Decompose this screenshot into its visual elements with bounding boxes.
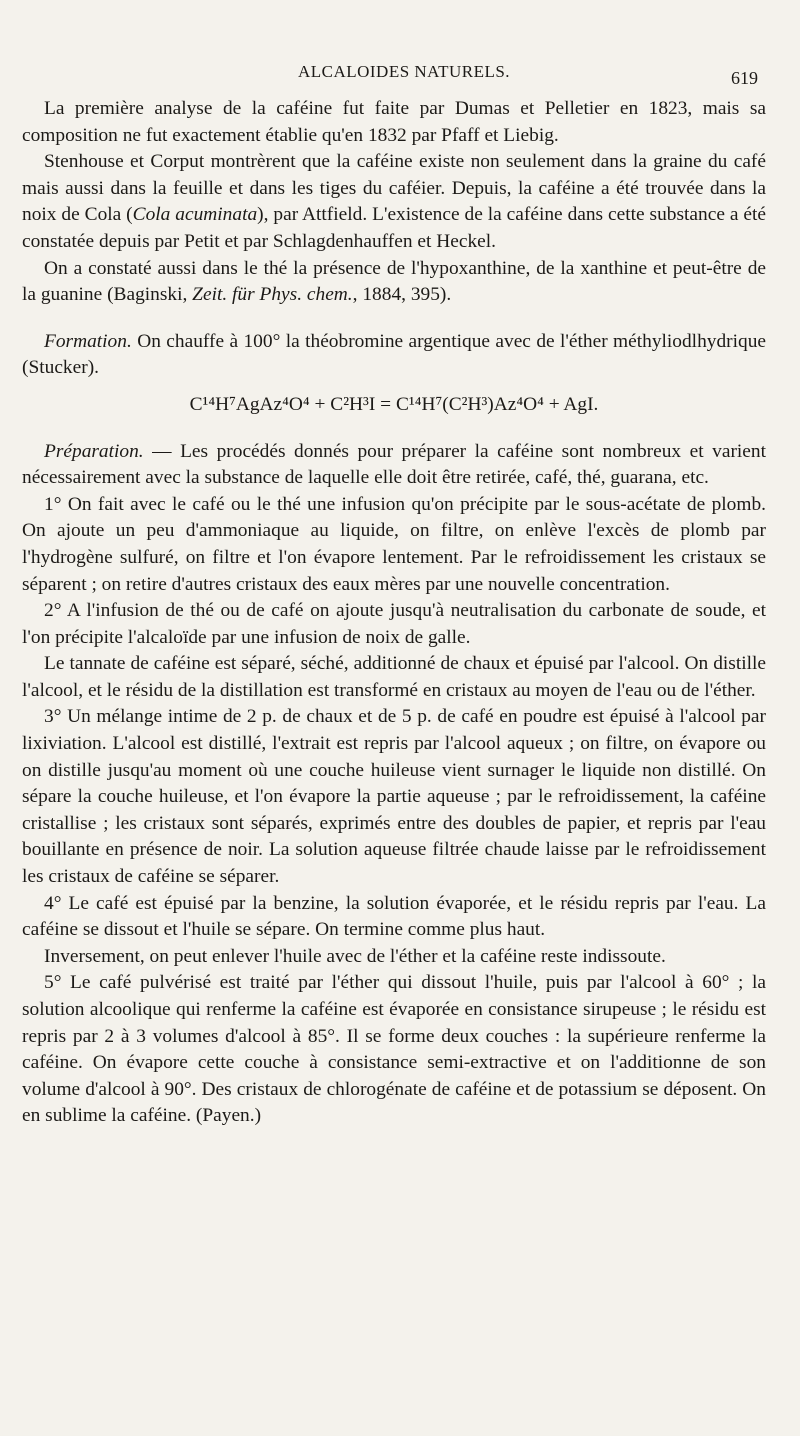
running-header xyxy=(22,56,786,90)
species-name: Cola acuminata xyxy=(132,204,258,226)
paragraph-method-3: 3° Un mélange intime de 2 p. de chaux et de 5 p. de café en poudre est épuisé à l'alcool par lixiviation. L'alcool est distillé, l'extrait est repris par l'alcool aqueux ; on filtre, on évapore ou on distille jusqu'au moment où une couche huileuse vient surnager le liquide non distillé. On sépare la couche huileuse, et l'on évapore la partie aqueuse ; par le refroidissement, la caféine cristallise ; les cristaux sont séparés, exprimés entre des doubles de papier, et repris par l'eau bouillante en présence de noir. La solution aqueuse filtrée chaude laisse par le refroidissement les cristaux de caféine se séparer. xyxy=(22,706,766,888)
paragraph-method-5: 5° Le café pulvérisé est traité par l'éther qui dissout l'huile, puis par l'alcool à 60° ; la solution alcoolique qui renferme la caféine est évaporée en consistance sirupeuse ; le résidu est repris par 2 à 3 volumes d'alcool à 85°. Il se forme deux couches : la supérieure renferme la caféine. On évapore cette couche à consistance semi-extractive et on l'additionne de son volume d'alcool à 90°. Des cristaux de chlorogénate de caféine et de potassium se déposent. On en sublime la caféine. (Payen.) xyxy=(22,972,766,1127)
section-heading-preparation: Préparation. xyxy=(44,440,144,462)
chemical-equation: C¹⁴H⁷AgAz⁴O⁴ + C²H³I = C¹⁴H⁷(C²H³)Az⁴O⁴ + AgI. xyxy=(189,393,599,415)
paragraph-inverse: Inversement, on peut enlever l'huile avec de l'éther et la caféine reste indissoute. xyxy=(44,945,666,967)
journal-ref: Zeit. für Phys. chem. xyxy=(192,284,353,306)
paragraph-method-1: 1° On fait avec le café ou le thé une infusion qu'on précipite par le sous-acétate de plomb. On ajoute un peu d'ammoniaque au liquide, on filtre, on enlève l'excès de plomb par l'hydrogène sulfuré, on filtre et l'on évapore lentement. Par le refroidissement les cristaux se séparent ; on retire d'autres cristaux des eaux mères par une nouvelle concentration. xyxy=(22,493,766,595)
paragraph-sources: Stenhouse et Corput montrèrent que la caféine existe non seulement dans la graine du café mais aussi dans la feuille et dans les tiges du caféier. Depuis, la caféine a été trouvée dans la noix de Cola (Cola acuminata), par Attfield. L'existence de la caféine dans cette substance a été constatée depuis par Petit et par Schlagdenhauffen et Heckel. xyxy=(22,151,767,252)
paragraph-preparation: Préparation. — Les procédés donnés pour préparer la caféine sont nombreux et varient nécessairement avec la substance de laquelle elle doit être retirée, café, thé, guarana, etc. xyxy=(22,440,766,489)
paragraph-method-2: 2° A l'infusion de thé ou de café on ajoute jusqu'à neutralisation du carbonate de soude, et l'on précipite l'alcaloïde par une infusion de noix de galle. xyxy=(22,600,766,648)
section-heading-formation: Formation. xyxy=(44,330,132,352)
paragraph-tea: On a constaté aussi dans le thé la présence de l'hypoxanthine, de la xanthine et peut-être de la guanine (Baginski, Zeit. für Phys. chem., 1884, 395). xyxy=(22,257,766,306)
running-title: ALCALOIDES NATURELS. xyxy=(297,62,511,81)
body-text xyxy=(22,96,766,1130)
paragraph-method-4: 4° Le café est épuisé par la benzine, la solution évaporée, et le résidu repris par l'eau. La caféine se dissout et l'huile se sépare. On termine comme plus haut. xyxy=(22,892,766,941)
paragraph-formation: Formation. On chauffe à 100° la théobromine argentique avec de l'éther méthyliodlhydrique (Stucker). xyxy=(22,330,766,379)
paragraph-tannate: Le tannate de caféine est séparé, séché, additionné de chaux et épuisé par l'alcool. On distille l'alcool, et le résidu de la distillation est transformé en cristaux au moyen de l'eau ou de l'éther. xyxy=(22,653,766,701)
paragraph-history: La première analyse de la caféine fut faite par Dumas et Pelletier en 1823, mais sa composition ne fut exactement établie qu'en 1832 par Pfaff et Liebig. xyxy=(22,98,766,146)
page-number: 619 xyxy=(731,68,758,88)
